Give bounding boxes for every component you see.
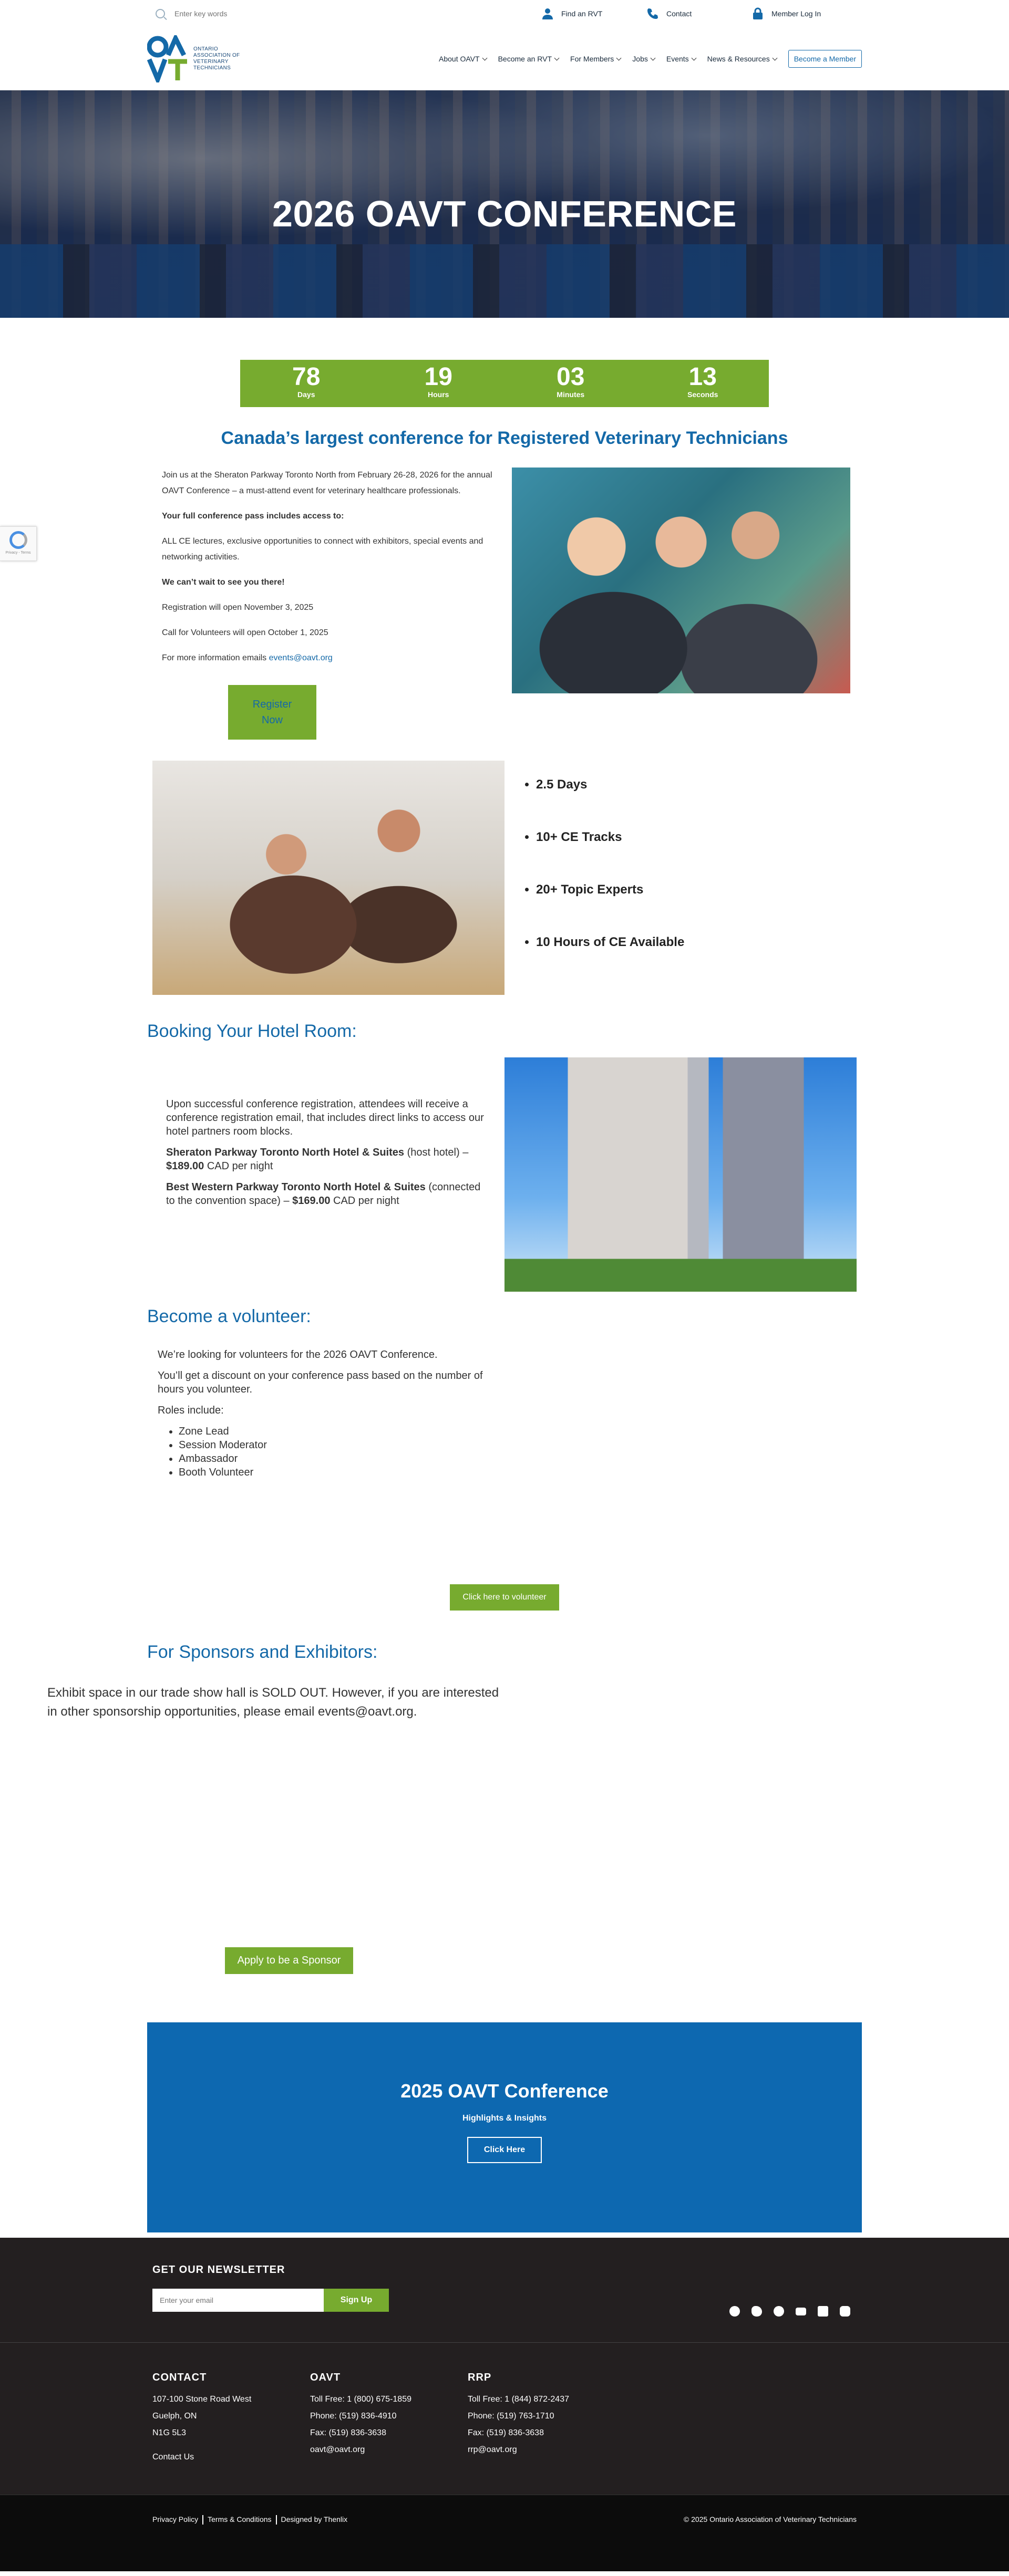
intro-paragraph: ALL CE lectures, exclusive opportunities to connect with exhibitors, special events and networking activities. <box>162 537 483 562</box>
facebook-icon[interactable] <box>729 2306 740 2317</box>
nav-about-label: About OAVT <box>439 55 480 63</box>
countdown-minutes <box>504 360 637 407</box>
footer-bottom-bar <box>0 2495 1009 2571</box>
instagram-icon[interactable] <box>840 2306 850 2317</box>
hotel-note: (connected to the convention space) – <box>166 1181 481 1207</box>
sponsors-text <box>47 1684 962 1721</box>
hero-banner <box>0 90 1009 318</box>
hotel-price-suffix: CAD per night <box>330 1195 399 1207</box>
social-links <box>729 2306 850 2317</box>
nav-jobs[interactable] <box>632 55 655 63</box>
nav-about[interactable] <box>439 55 487 63</box>
contact-heading: CONTACT <box>152 2372 207 2383</box>
legal-links <box>152 2515 347 2525</box>
member-login-link[interactable] <box>751 7 862 20</box>
volunteer-paragraph: Roles include: <box>158 1405 224 1416</box>
hotel-paragraph: Upon successful conference registration, attendees will receive a conference registration email, that includes direct links to access our hotel partners room blocks. <box>166 1098 484 1137</box>
designer-link[interactable]: Designed by Thenlix <box>281 2515 348 2523</box>
hotel-name: Sheraton Parkway Toronto North Hotel & Suites <box>166 1147 405 1158</box>
pinterest-icon[interactable] <box>774 2306 784 2317</box>
list-item: • Zone Lead <box>179 1425 857 1438</box>
countdown-value: 03 <box>557 363 585 391</box>
volunteer-paragraph: We’re looking for volunteers for the 2026 OAVT Conference. <box>158 1349 438 1360</box>
countdown-timer <box>240 360 769 407</box>
oavt-phone: Phone: (519) 836-4910 <box>310 2412 397 2421</box>
click-here-button[interactable]: Click Here <box>467 2137 542 2163</box>
nav-become-rvt-label: Become an RVT <box>498 55 552 63</box>
intro-section <box>152 468 857 740</box>
address-line: 107-100 Stone Road West <box>152 2395 252 2404</box>
chevron-down-icon <box>650 55 655 60</box>
intro-text <box>152 468 494 740</box>
registration-date: Registration will open November 3, 2025 <box>162 603 314 612</box>
oavt-column <box>310 2369 468 2466</box>
nav-for-members-label: For Members <box>570 55 614 63</box>
chevron-down-icon <box>616 55 622 60</box>
countdown-seconds <box>637 360 769 407</box>
workshop-photo <box>152 761 504 995</box>
terms-link[interactable]: Terms & Conditions <box>208 2515 272 2523</box>
features-section <box>152 761 857 995</box>
hotel-note: (host hotel) – <box>404 1147 469 1158</box>
contact-link[interactable] <box>646 7 751 20</box>
register-now-button[interactable]: Register Now <box>228 685 316 740</box>
person-icon <box>541 7 554 20</box>
rrp-tollfree: Toll Free: 1 (844) 872-2437 <box>468 2395 569 2404</box>
oavt-logo-icon <box>147 35 189 82</box>
address-line: N1G 5L3 <box>152 2428 187 2437</box>
rrp-phone: Phone: (519) 763-1710 <box>468 2412 554 2421</box>
hotel-photo <box>504 1057 857 1292</box>
info-paragraph <box>162 650 494 666</box>
list-item: • 10+ CE Tracks <box>536 829 684 881</box>
recaptcha-text: Privacy - Terms <box>5 551 31 555</box>
chevron-down-icon <box>772 55 777 60</box>
countdown-value: 13 <box>688 363 717 391</box>
countdown-label: Days <box>297 390 315 399</box>
become-member-button[interactable]: Become a Member <box>788 50 862 68</box>
chevron-down-icon <box>482 55 487 60</box>
list-item: • Session Moderator <box>179 1438 857 1452</box>
volunteer-date: Call for Volunteers will open October 1, 2025 <box>162 628 328 637</box>
phone-icon <box>646 7 659 20</box>
search-box <box>147 3 305 24</box>
feature-list <box>526 761 684 995</box>
rrp-fax: Fax: (519) 836-3638 <box>468 2428 544 2437</box>
find-rvt-link[interactable] <box>541 7 646 20</box>
list-item: • Booth Volunteer <box>179 1466 857 1479</box>
search-icon[interactable] <box>156 9 165 18</box>
footer <box>0 2238 1009 2571</box>
oavt-heading: OAVT <box>310 2372 341 2383</box>
hotel-name: Best Western Parkway Toronto North Hotel & Suites <box>166 1181 426 1193</box>
oavt-tollfree: Toll Free: 1 (800) 675-1859 <box>310 2395 411 2404</box>
address-line: Guelph, ON <box>152 2412 197 2421</box>
find-rvt-label: Find an RVT <box>561 9 603 18</box>
chevron-down-icon <box>691 55 696 60</box>
nav-jobs-label: Jobs <box>632 55 648 63</box>
oavt-email-link[interactable]: oavt@oavt.org <box>310 2445 365 2454</box>
search-input[interactable] <box>174 9 290 18</box>
chevron-down-icon <box>554 55 560 60</box>
nav-events-label: Events <box>666 55 689 63</box>
rrp-heading: RRP <box>468 2372 492 2383</box>
nav-events[interactable] <box>666 55 696 63</box>
newsletter-title: GET OUR NEWSLETTER <box>152 2264 285 2276</box>
roles-list <box>158 1425 857 1479</box>
list-item: • 2.5 Days <box>536 776 684 829</box>
signup-button[interactable]: Sign Up <box>324 2289 389 2312</box>
hotel-title: Booking Your Hotel Room: <box>147 1021 357 1041</box>
events-email-link[interactable]: events@oavt.org <box>269 653 333 662</box>
hotel-text <box>152 1057 504 1292</box>
intro-paragraph: Join us at the Sheraton Parkway Toronto North from February 26-28, 2026 for the annual OAVT Conference – a must-attend event for veterinary healthcare professionals. <box>162 471 492 495</box>
highlights-banner <box>147 2022 862 2232</box>
utility-links <box>541 7 862 20</box>
contact-section <box>0 2343 1009 2495</box>
list-item: • 20+ Topic Experts <box>536 881 684 934</box>
rrp-column <box>468 2369 625 2466</box>
nav-news-label: News & Resources <box>707 55 770 63</box>
main-nav <box>439 50 862 68</box>
recaptcha-badge[interactable] <box>0 526 37 561</box>
recaptcha-icon <box>9 531 27 549</box>
countdown-value: 78 <box>292 363 321 391</box>
info-prefix: For more information emails <box>162 653 269 662</box>
hotel-section <box>152 1057 857 1292</box>
nav-for-members[interactable] <box>570 55 621 63</box>
sponsors-title: For Sponsors and Exhibitors: <box>147 1642 378 1662</box>
countdown-label: Minutes <box>557 390 585 399</box>
conference-headline: Canada’s largest conference for Registered Veterinary Technicians <box>221 428 788 448</box>
oavt-fax: Fax: (519) 836-3638 <box>310 2428 386 2437</box>
hotel-sheraton <box>166 1146 491 1173</box>
list-item: • Ambassador <box>179 1452 857 1466</box>
privacy-policy-link[interactable]: Privacy Policy <box>152 2515 199 2523</box>
volunteer-title: Become a volunteer: <box>147 1306 311 1326</box>
youtube-icon[interactable] <box>796 2308 806 2315</box>
hotel-price-suffix: CAD per night <box>204 1160 273 1172</box>
countdown-label: Seconds <box>687 390 718 399</box>
contact-label: Contact <box>666 9 692 18</box>
newsletter-section <box>0 2238 1009 2343</box>
contact-column <box>152 2369 310 2466</box>
banner-subtitle: Highlights & Insights <box>462 2114 547 2123</box>
volunteer-button[interactable]: Click here to volunteer <box>450 1584 559 1611</box>
countdown-days <box>240 360 373 407</box>
countdown-label: Hours <box>428 390 449 399</box>
volunteer-paragraph: You’ll get a discount on your conference pass based on the number of hours you volunteer. <box>158 1370 483 1395</box>
sponsors-paragraph: Exhibit space in our trade show hall is SOLD OUT. However, if you are interested in other sponsorship opportunities, please email events@oavt.org. <box>47 1686 499 1719</box>
hero-title: 2026 OAVT CONFERENCE <box>272 193 737 234</box>
main-header <box>0 27 1009 90</box>
hotel-price: $189.00 <box>166 1160 204 1172</box>
top-utility-bar <box>0 0 1009 27</box>
volunteer-section <box>152 1348 857 1479</box>
countdown-hours <box>373 360 505 407</box>
twitter-icon[interactable] <box>751 2306 762 2317</box>
logo-text: ONTARIO ASSOCIATION OF VETERINARY TECHNICIANS <box>193 46 240 71</box>
nav-become-rvt[interactable] <box>498 55 559 63</box>
member-login-label: Member Log In <box>771 9 821 18</box>
newsletter-email-input[interactable] <box>152 2289 324 2312</box>
banner-title: 2025 OAVT Conference <box>400 2080 609 2102</box>
rrp-email-link[interactable]: rrp@oavt.org <box>468 2445 517 2454</box>
oavt-logo[interactable] <box>147 35 246 82</box>
contact-us-link[interactable]: Contact Us <box>152 2453 194 2461</box>
lock-icon <box>751 7 764 20</box>
hotel-best-western <box>166 1180 491 1208</box>
intro-paragraph: Your full conference pass includes access to: <box>162 512 344 521</box>
countdown-value: 19 <box>424 363 452 391</box>
linkedin-icon[interactable] <box>818 2306 828 2317</box>
hotel-price: $169.00 <box>292 1195 331 1207</box>
apply-sponsor-button[interactable]: Apply to be a Sponsor <box>225 1947 353 1974</box>
list-item: • 10 Hours of CE Available <box>536 934 684 986</box>
conference-attendees-photo <box>512 468 850 693</box>
nav-news[interactable] <box>707 55 777 63</box>
copyright: © 2025 Ontario Association of Veterinary Technicians <box>683 2515 857 2523</box>
intro-paragraph: We can’t wait to see you there! <box>162 578 285 587</box>
